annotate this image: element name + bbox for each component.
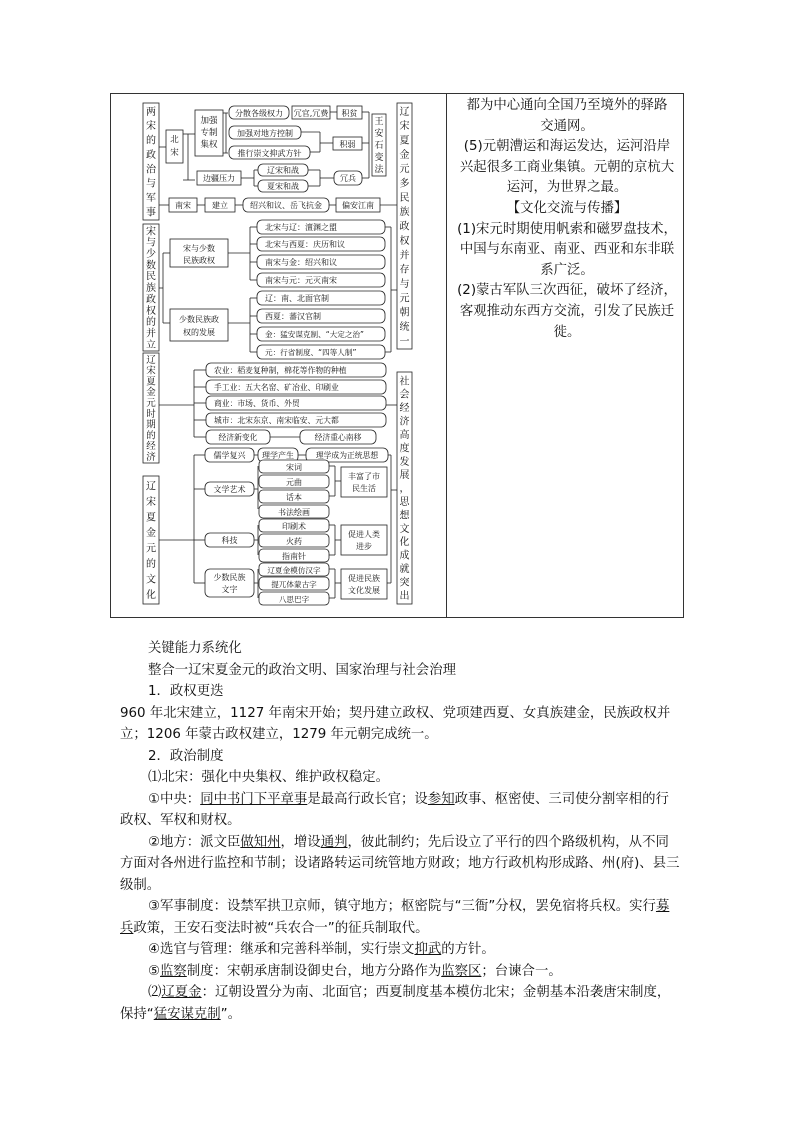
- group2-line1: 少数民族政: [179, 315, 219, 324]
- vertical-char: 期: [146, 419, 156, 431]
- vertical-char: 并: [399, 250, 410, 262]
- paragraph: ⑴北宋：强化中央集权、维护政权稳定。: [148, 770, 390, 785]
- progress-line1: 促进人类: [348, 530, 380, 539]
- text: ⑵: [148, 985, 162, 1000]
- vertical-char: 存: [399, 264, 410, 276]
- paragraph: [120, 961, 680, 983]
- vertical-char: 发: [399, 456, 410, 468]
- underlined-term: 监察: [160, 963, 187, 979]
- redundant-text: 冗官,冗费: [293, 109, 329, 118]
- right-line: 系广泛。: [540, 262, 594, 278]
- vertical-char: 经: [146, 441, 156, 453]
- underlined-term: 辽夏金: [161, 985, 202, 1000]
- subsection-heading: 2．政治制度: [148, 748, 224, 764]
- border-text: 边疆压力: [203, 174, 235, 183]
- vertical-char: 石: [374, 141, 384, 152]
- vertical-char: 的: [146, 317, 156, 329]
- rich-line1: 丰富了市: [348, 472, 380, 481]
- underlined-term: 猛安谋克制: [153, 1006, 221, 1022]
- sc3-text: 八思巴字: [278, 595, 310, 604]
- vertical-char: 权: [399, 235, 410, 247]
- text: ③军事制度：设禁军拱卫京师，镇守地方；枢密院与“三衙”分权，罢免宿将兵权。实行: [148, 899, 656, 914]
- vertical-char: 与: [146, 237, 156, 249]
- vertical-char: 变: [374, 153, 384, 164]
- vertical-char: 宋: [146, 365, 156, 377]
- establish-text: 建立: [212, 201, 228, 210]
- text: ②地方：派文臣: [148, 834, 241, 850]
- rich-line2: 民生活: [352, 484, 376, 493]
- right-line: 徙。: [553, 324, 581, 340]
- vertical-char: 与: [146, 178, 156, 190]
- vertical-char: 思: [399, 497, 410, 509]
- poor-text: 积贫: [341, 109, 358, 118]
- agri-text: 农业：稻麦复种制，棉花等作物的种植: [214, 366, 347, 375]
- text: 的方针。: [441, 942, 495, 957]
- vertical-char: 文: [399, 523, 410, 535]
- redundant-army-text: 冗兵: [340, 174, 356, 183]
- text: ”。: [220, 1006, 241, 1022]
- vertical-char: 民: [399, 192, 410, 204]
- text: 政事、枢密使、三司使分割宰相的行政权、军权和财权。: [120, 791, 669, 828]
- vertical-char: 治: [146, 164, 156, 176]
- sc1-text: 辽夏金模仿汉字: [267, 566, 321, 575]
- right-line: 交通网。: [540, 118, 594, 134]
- vertical-char: 宋: [399, 121, 410, 133]
- vertical-char: 辽: [146, 481, 156, 493]
- vertical-char: 与: [399, 279, 410, 291]
- south-song-text: 南宋: [175, 201, 191, 210]
- vertical-char: 宋: [146, 496, 156, 508]
- paragraph: [120, 896, 680, 939]
- vertical-char: 元: [146, 398, 156, 410]
- vertical-char: 法: [374, 165, 384, 176]
- culture-exchange-heading: 【文化交流与传播】: [506, 200, 628, 216]
- dev1-text: 辽：南、北面官制: [265, 294, 329, 303]
- underlined-term: 通判: [320, 834, 348, 850]
- underlined-term: 抑武: [414, 942, 442, 957]
- vertical-char: 一: [399, 336, 410, 348]
- paragraph: [120, 982, 680, 1025]
- vertical-char: 辽: [399, 106, 410, 118]
- underlined-term: 监察区: [441, 963, 482, 979]
- treaty-text: 绍兴和议、岳飞抗金: [250, 201, 322, 210]
- section-label-development: [400, 374, 411, 602]
- vertical-char: 数: [146, 260, 156, 272]
- vertical-char: 少: [146, 249, 156, 261]
- print-text: 印刷术: [282, 522, 306, 531]
- vertical-char: 时: [146, 408, 156, 420]
- vertical-char: 经: [399, 403, 410, 415]
- item3-text: 推行崇文抑武方针: [237, 149, 302, 158]
- vertical-char: 王: [374, 117, 384, 128]
- paragraph: [120, 939, 680, 961]
- paragraph: 960 年北宋建立，1127 年南宋开始；契丹建立政权、党项建西夏、女真族建金，民族政权并立；1206 年蒙古政权建立，1279 年元朝完成统一。: [120, 705, 671, 742]
- vertical-char: ，: [399, 483, 410, 495]
- calli-text: 书法绘画: [278, 508, 310, 517]
- vertical-char: 出: [399, 590, 410, 602]
- underlined-term: 做知州: [240, 834, 281, 850]
- vertical-char: 文: [146, 574, 156, 586]
- vertical-char: 金: [146, 527, 156, 539]
- vertical-char: 宋: [146, 226, 156, 238]
- vertical-char: 想: [399, 510, 410, 522]
- vertical-char: 民: [146, 271, 156, 283]
- vertical-char: 金: [146, 387, 156, 399]
- section-label-unification: [400, 106, 410, 348]
- dev2-text: 西夏：蕃汉官制: [265, 312, 321, 321]
- city-text: 城市：北宋东京、南宋临安、元大都: [214, 416, 339, 425]
- vertical-char: 权: [146, 305, 156, 317]
- vertical-char: 元: [399, 164, 410, 176]
- vertical-char: 济: [146, 452, 156, 464]
- vertical-char: 元: [146, 543, 156, 555]
- dev3-text: 金：猛安谋克制、“大定之治”: [265, 330, 364, 339]
- text: ④选官与管理：继承和完善科举制，实行崇文: [148, 942, 415, 957]
- right-line: 兴起很多工商业集镇。元朝的京杭大: [459, 159, 675, 175]
- strengthen-line3: 集权: [200, 140, 218, 150]
- gunpowder-text: 火药: [286, 537, 302, 546]
- strengthen-line1: 加强: [200, 116, 218, 126]
- text: ，增设: [280, 834, 321, 850]
- dev4-text: 元：行省制度、“四等人制”: [265, 348, 357, 357]
- vertical-char: 夏: [146, 512, 156, 524]
- subsection-heading: 1．政权更迭: [148, 684, 224, 699]
- script-line2: 文字: [221, 585, 238, 594]
- group1-line2: 民族政权: [183, 256, 215, 265]
- section-subheading: 整合一辽宋夏金元的政治文明、国家治理与社会治理: [148, 662, 456, 678]
- text: ①中央：: [148, 791, 201, 807]
- vertical-char: 多: [399, 178, 410, 190]
- vertical-char: 度: [399, 443, 410, 455]
- north-song-char1: 北: [170, 135, 179, 145]
- paragraph: [120, 832, 680, 897]
- text: ，彼此制约；先后设立了平行的四个路级机构，从不同方面对各州进行监控和节制；设诸路转运司统管地方财政；地方行政机构形成路、州(府)、县三级制。: [120, 834, 680, 893]
- script-line1: 少数民族: [213, 573, 246, 582]
- right-line: (1)宋元时期使用帆索和磁罗盘技术，: [457, 221, 677, 237]
- vertical-char: 化: [146, 589, 156, 601]
- right-line: (5)元朝漕运和海运发达，运河沿岸: [463, 139, 671, 155]
- vertical-char: 展: [399, 470, 410, 482]
- qu-text: 元曲: [286, 478, 302, 487]
- vertical-char: 统: [399, 322, 410, 334]
- huaben-text: 话本: [286, 493, 302, 502]
- rel3-text: 南宋与金：绍兴和议: [265, 258, 337, 267]
- ethnic-dev-line1: 促进民族: [348, 574, 380, 583]
- ethnic-dev-line2: 文化发展: [348, 586, 380, 595]
- vertical-char: 就: [399, 564, 410, 576]
- section-heading: 关键能力系统化: [148, 641, 242, 656]
- vertical-char: 济: [399, 416, 410, 428]
- text: 制度：宋朝承唐制设御史台，地方分路作为: [186, 963, 442, 979]
- vertical-char: 的: [146, 135, 156, 147]
- text: ；台谏合一。: [481, 963, 562, 979]
- group2-line2: 权的发展: [183, 328, 215, 337]
- vertical-char: 高: [399, 429, 410, 441]
- lit-text: 文学艺术: [213, 485, 246, 494]
- section-label-minorities: [146, 225, 156, 351]
- underlined-term: 参知: [427, 791, 455, 807]
- vertical-char: 辽: [146, 354, 156, 366]
- vertical-char: 的: [146, 558, 156, 570]
- peace2-text: 夏宋和战: [267, 182, 299, 191]
- compass-text: 指南针: [282, 552, 306, 561]
- tech-text: 科技: [221, 536, 238, 545]
- group1-line1: 宋与少数: [183, 244, 215, 253]
- sc2-text: 提兀体蒙古字: [271, 580, 317, 589]
- vertical-char: 政: [399, 221, 410, 233]
- vertical-char: 安: [374, 129, 384, 140]
- text: ⑤: [148, 963, 161, 979]
- text: 是最高行政长官；设: [307, 791, 428, 807]
- vertical-char: 事: [146, 207, 156, 219]
- vertical-char: 成: [399, 550, 410, 562]
- vertical-char: 族: [146, 283, 156, 295]
- right-column-text: [452, 96, 682, 343]
- item2-text: 加强对地方控制: [237, 129, 293, 138]
- vertical-char: 金: [399, 149, 410, 161]
- neo-text: 儒学复兴: [213, 451, 246, 460]
- vertical-char: 政: [146, 149, 156, 161]
- vertical-char: 化: [399, 537, 410, 549]
- text: ：辽朝设置分为南、北面官；西夏制度基本模仿北宋；金朝基本沿袭唐宋制度，保持“: [120, 985, 671, 1022]
- vertical-char: 夏: [399, 135, 410, 147]
- lixue-text: 理学产生: [262, 451, 294, 460]
- right-line: (2)蒙古军队三次西征，破坏了经济，: [457, 283, 677, 299]
- strengthen-line2: 专制: [200, 128, 218, 138]
- north-song-char2: 宋: [170, 148, 179, 158]
- vertical-char: 并: [146, 328, 156, 340]
- weak-text: 积弱: [339, 140, 356, 149]
- vertical-char: 会: [399, 389, 410, 401]
- peace1-text: 辽宋和战: [267, 166, 299, 175]
- right-line: 客观推动东西方交流，引发了民族迁: [459, 303, 675, 319]
- vertical-char: 立: [146, 339, 156, 351]
- craft-text: 手工业：五大名窑、矿冶业、印刷业: [214, 383, 339, 392]
- vertical-char: 族: [399, 207, 410, 219]
- lixue2-text: 理学成为正统思想: [315, 451, 379, 460]
- shift-text: 经济重心南移: [314, 433, 362, 442]
- vertical-char: 的: [146, 430, 156, 442]
- vertical-char: 夏: [146, 376, 156, 388]
- right-line: 中国与东南亚、南亚、西亚和东非联: [459, 242, 675, 258]
- vertical-char: 元: [399, 293, 410, 305]
- vertical-char: 政: [146, 294, 156, 306]
- paragraph: [120, 789, 680, 832]
- progress-line2: 进步: [356, 542, 372, 551]
- right-line: 都为中心通向全国乃至境外的驿路: [466, 98, 668, 113]
- jiangnan-text: 偏安江南: [342, 201, 374, 210]
- underlined-term: 募兵: [120, 899, 670, 936]
- vertical-char: 突: [399, 577, 410, 589]
- vertical-char: 军: [146, 193, 156, 205]
- reform-label: [374, 116, 384, 175]
- change-text: 经济新变化: [218, 433, 258, 442]
- vertical-char: 社: [399, 376, 410, 388]
- item1-text: 分散各级权力: [235, 109, 283, 118]
- underlined-term: 同中书门下平章事: [200, 791, 308, 807]
- body-text: [120, 638, 680, 1025]
- right-line: 运河，为世界之最。: [506, 180, 628, 196]
- text: 政策，王安石变法时被“兵农合一”的征兵制取代。: [133, 920, 429, 936]
- commerce-text: 商业：市场、货币、外贸: [214, 399, 300, 408]
- vertical-char: 两: [146, 106, 156, 118]
- vertical-char: 宋: [146, 121, 156, 133]
- rel1-text: 北宋与辽：澶渊之盟: [265, 223, 337, 232]
- vertical-char: 朝: [399, 307, 410, 319]
- rel4-text: 南宋与元：元灭南宋: [265, 276, 337, 285]
- ci-text: 宋词: [286, 463, 302, 472]
- section-label-economy: [146, 355, 156, 463]
- rel2-text: 北宋与西夏：庆历和议: [265, 240, 345, 249]
